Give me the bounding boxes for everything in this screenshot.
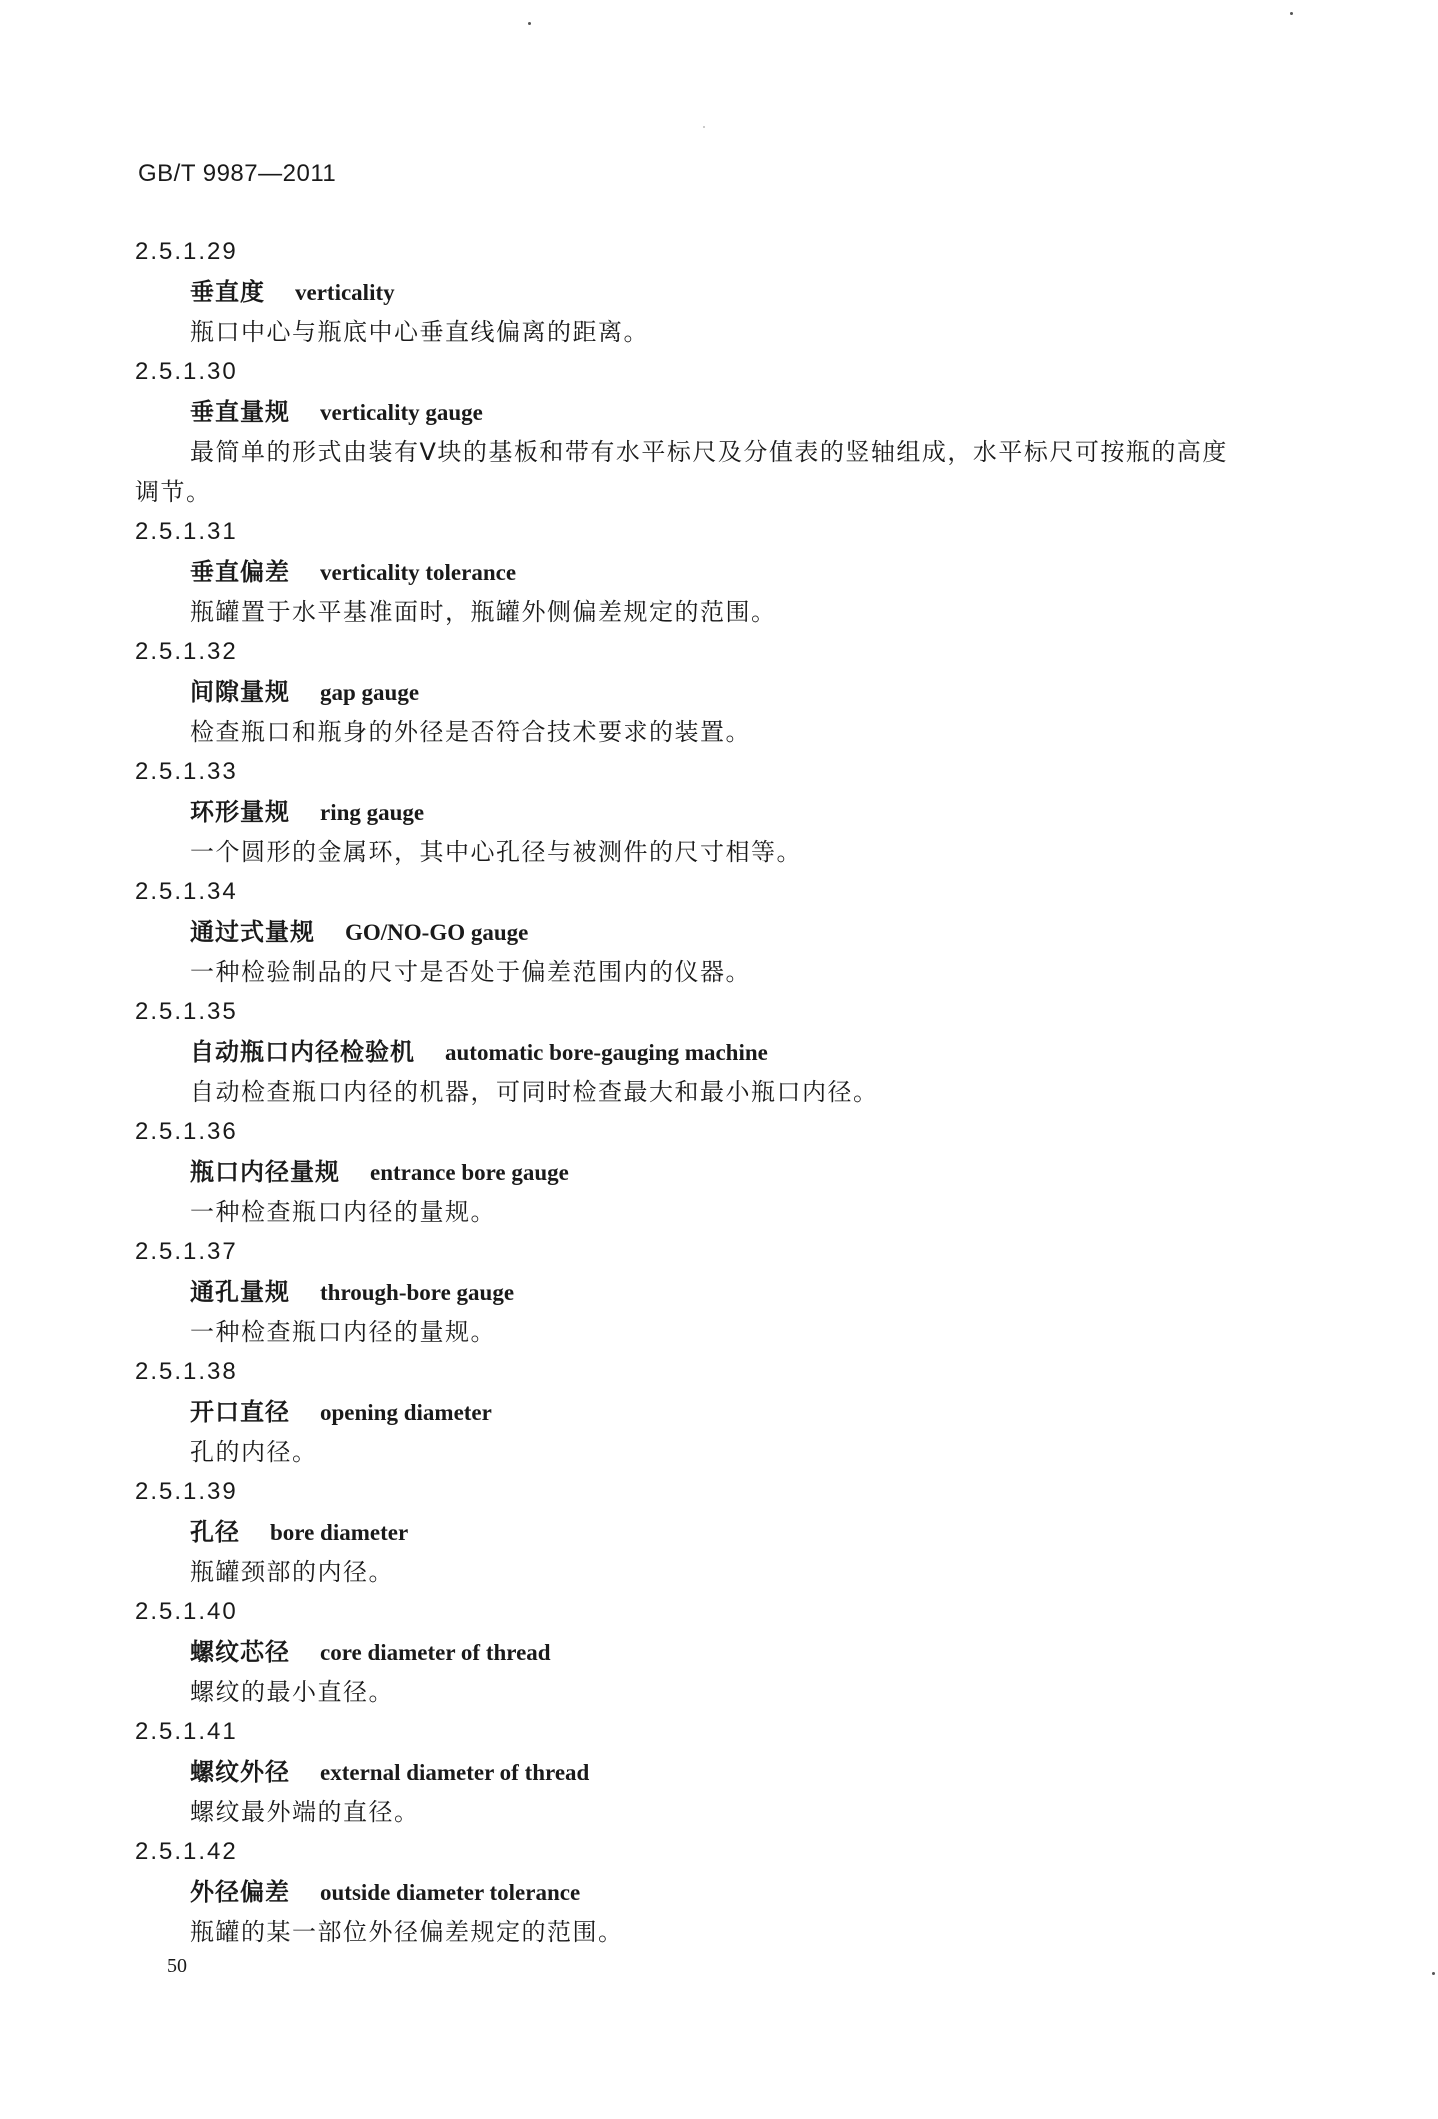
term-entries xyxy=(135,232,1315,1952)
term-definition: 瓶罐颈部的内径。 xyxy=(190,1558,394,1586)
term-chinese: 孔径 xyxy=(190,1518,240,1546)
term-definition: 一种检查瓶口内径的量规。 xyxy=(190,1318,496,1346)
term-english: GO/NO-GO gauge xyxy=(345,920,529,945)
term-line xyxy=(135,1872,1315,1912)
term-entry xyxy=(135,752,1315,872)
term-english: automatic bore-gauging machine xyxy=(445,1040,768,1065)
term-definition: 螺纹最外端的直径。 xyxy=(190,1798,420,1826)
term-definition: 螺纹的最小直径。 xyxy=(190,1678,394,1706)
clause-number: 2.5.1.38 xyxy=(135,1358,238,1385)
term-definition: 瓶罐置于水平基准面时，瓶罐外侧偏差规定的范围。 xyxy=(190,598,777,626)
clause-number: 2.5.1.34 xyxy=(135,878,238,905)
term-chinese: 开口直径 xyxy=(190,1398,290,1426)
term-line xyxy=(135,792,1315,832)
standard-code-header: GB/T 9987—2011 xyxy=(138,160,337,187)
term-entry xyxy=(135,1352,1315,1472)
term-entry xyxy=(135,512,1315,632)
scan-speck xyxy=(528,22,531,25)
term-english: ring gauge xyxy=(320,800,425,825)
term-definition: 一个圆形的金属环，其中心孔径与被测件的尺寸相等。 xyxy=(190,838,802,866)
term-chinese: 垂直偏差 xyxy=(190,558,290,586)
term-english: verticality tolerance xyxy=(320,560,517,585)
clause-number: 2.5.1.41 xyxy=(135,1718,238,1745)
term-line xyxy=(135,1272,1315,1312)
term-line xyxy=(135,912,1315,952)
term-entry xyxy=(135,1472,1315,1592)
term-entry xyxy=(135,992,1315,1112)
term-line xyxy=(135,1152,1315,1192)
term-definition: 瓶口中心与瓶底中心垂直线偏离的距离。 xyxy=(190,318,649,346)
term-definition: 瓶罐的某一部位外径偏差规定的范围。 xyxy=(190,1918,624,1946)
scan-speck xyxy=(703,126,705,128)
term-line xyxy=(135,1752,1315,1792)
term-chinese: 外径偏差 xyxy=(190,1878,290,1906)
term-definition: 孔的内径。 xyxy=(190,1438,318,1466)
term-entry xyxy=(135,632,1315,752)
term-chinese: 自动瓶口内径检验机 xyxy=(190,1038,415,1066)
term-chinese: 螺纹芯径 xyxy=(190,1638,290,1666)
term-chinese: 通孔量规 xyxy=(190,1278,290,1306)
clause-number: 2.5.1.29 xyxy=(135,238,238,265)
term-english: verticality xyxy=(295,280,395,305)
term-english: outside diameter tolerance xyxy=(320,1880,581,1905)
clause-number: 2.5.1.36 xyxy=(135,1118,238,1145)
term-english: verticality gauge xyxy=(320,400,483,425)
term-entry xyxy=(135,232,1315,352)
term-entry xyxy=(135,1712,1315,1832)
term-english: through-bore gauge xyxy=(320,1280,515,1305)
term-definition: 一种检查瓶口内径的量规。 xyxy=(190,1198,496,1226)
term-entry xyxy=(135,352,1315,512)
term-english: gap gauge xyxy=(320,680,420,705)
clause-number: 2.5.1.30 xyxy=(135,358,238,385)
term-chinese: 瓶口内径量规 xyxy=(190,1158,340,1186)
term-entry xyxy=(135,1592,1315,1712)
term-chinese: 垂直量规 xyxy=(190,398,290,426)
clause-number: 2.5.1.39 xyxy=(135,1478,238,1505)
term-english: external diameter of thread xyxy=(320,1760,590,1785)
term-english: bore diameter xyxy=(270,1520,409,1545)
term-line xyxy=(135,392,1315,432)
term-line xyxy=(135,1032,1315,1072)
term-definition: 最简单的形式由装有V块的基板和带有水平标尺及分值表的竖轴组成，水平标尺可按瓶的高度 xyxy=(190,438,1228,466)
term-chinese: 间隙量规 xyxy=(190,678,290,706)
term-line xyxy=(135,272,1315,312)
term-english: opening diameter xyxy=(320,1400,492,1425)
term-chinese: 螺纹外径 xyxy=(190,1758,290,1786)
term-definition: 自动检查瓶口内径的机器，可同时检查最大和最小瓶口内径。 xyxy=(190,1078,879,1106)
term-entry xyxy=(135,1232,1315,1352)
term-chinese: 垂直度 xyxy=(190,278,265,306)
scan-speck xyxy=(1432,1972,1435,1975)
term-definition: 检查瓶口和瓶身的外径是否符合技术要求的装置。 xyxy=(190,718,751,746)
term-line xyxy=(135,1632,1315,1672)
term-line xyxy=(135,1512,1315,1552)
term-line xyxy=(135,672,1315,712)
term-chinese: 环形量规 xyxy=(190,798,290,826)
term-line xyxy=(135,552,1315,592)
page-number: 50 xyxy=(167,1955,187,1977)
clause-number: 2.5.1.42 xyxy=(135,1838,238,1865)
term-line xyxy=(135,1392,1315,1432)
term-english: core diameter of thread xyxy=(320,1640,551,1665)
term-definition-continuation: 调节。 xyxy=(135,478,212,506)
clause-number: 2.5.1.35 xyxy=(135,998,238,1025)
term-entry xyxy=(135,1112,1315,1232)
clause-number: 2.5.1.31 xyxy=(135,518,238,545)
term-entry xyxy=(135,1832,1315,1952)
clause-number: 2.5.1.40 xyxy=(135,1598,238,1625)
term-entry xyxy=(135,872,1315,992)
term-chinese: 通过式量规 xyxy=(190,918,315,946)
term-definition: 一种检验制品的尺寸是否处于偏差范围内的仪器。 xyxy=(190,958,751,986)
clause-number: 2.5.1.37 xyxy=(135,1238,238,1265)
clause-number: 2.5.1.33 xyxy=(135,758,238,785)
clause-number: 2.5.1.32 xyxy=(135,638,238,665)
scan-speck xyxy=(1290,12,1293,15)
term-english: entrance bore gauge xyxy=(370,1160,569,1185)
